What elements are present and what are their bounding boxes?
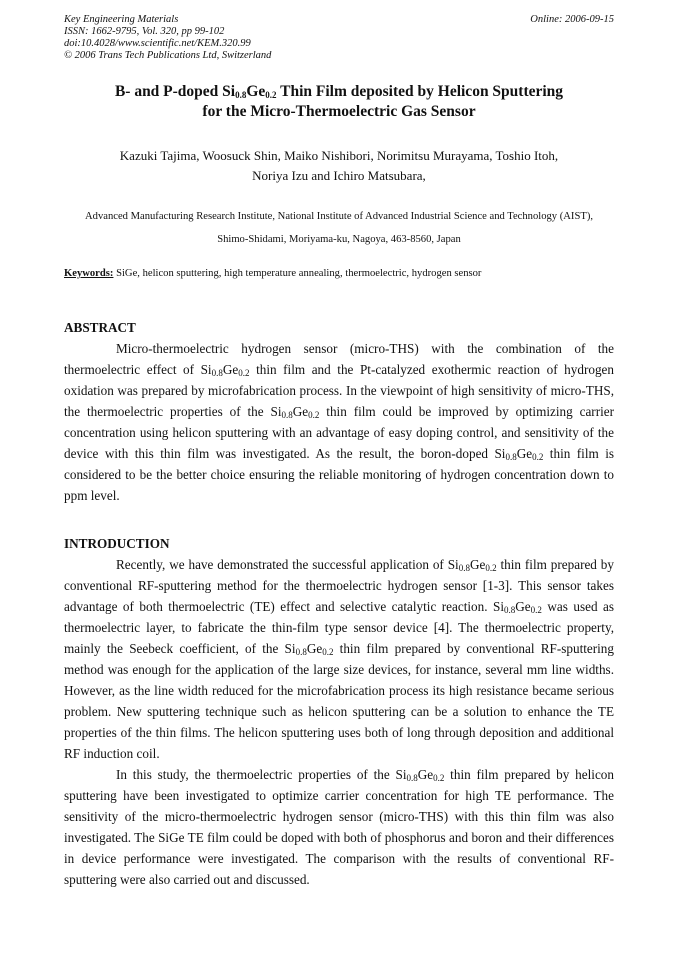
- subscript: 0.2: [433, 773, 445, 783]
- subscript: 0.2: [485, 563, 497, 573]
- text-run: Ge: [292, 404, 309, 419]
- keywords-label: Keywords:: [64, 268, 114, 279]
- text-run: Micro-thermoelectric hydrogen sensor (micro-THS) with the combination of the thermoelectric effect of Si: [64, 341, 614, 377]
- text-run: Ge: [246, 83, 266, 100]
- subscript: 0.8: [504, 605, 516, 615]
- subscript: 0.2: [308, 410, 320, 420]
- text-run: for the Micro-Thermoelectric Gas Sensor: [202, 103, 476, 120]
- subscript: 0.8: [211, 368, 223, 378]
- affiliation-line: Shimo-Shidami, Moriyama-ku, Nagoya, 463-8560, Japan: [217, 234, 461, 245]
- subscript: 0.8: [235, 90, 247, 100]
- text-run: Ge: [222, 362, 239, 377]
- text-run: thin film prepared by conventional RF-sputtering method for the thermoelectric hydrogen sensor [1-3]. This sensor takes advantage of both thermoelectric (TE) effect and selective catalytic reaction. Si: [64, 557, 614, 614]
- authors-line: Kazuki Tajima, Woosuck Shin, Maiko Nishibori, Norimitsu Murayama, Toshio Itoh,: [119, 148, 559, 163]
- subscript: 0.2: [238, 368, 250, 378]
- text-run: Ge: [515, 599, 531, 614]
- keywords-text: SiGe, helicon sputtering, high temperature annealing, thermoelectric, hydrogen sensor: [113, 268, 482, 279]
- subscript: 0.8: [458, 563, 470, 573]
- subscript: 0.2: [530, 605, 542, 615]
- affiliation: [0, 205, 678, 251]
- text-run: thin film prepared by helicon sputtering have been investigated to optimize carrier concentration for high TE performance. The sensitivity of the micro-thermoelectric hydrogen sensor (micro-THS) with this thin film was also investigated. The SiGe TE film could be doped with both of phosphorus and boron and their differences in device performance were investigated. The comparison with the results of conventional RF-sputtering were also carried out and discussed.: [64, 767, 614, 887]
- subscript: 0.8: [505, 452, 517, 462]
- text-run: was used as thermoelectric layer, to fabricate the thin-film type sensor device [4]. The thermoelectric property, mainly the Seebeck coefficient, of the Si: [64, 599, 614, 656]
- abstract-section: [64, 317, 614, 506]
- text-run: thin film could be improved by optimizing carrier concentration using helicon sputtering with an advantage of easy doping control, and sensitivity of the device with this thin film was investigated. As the result, the boron-doped Si: [64, 404, 614, 461]
- keywords: [64, 268, 481, 279]
- text-run: Thin Film deposited by Helicon Sputtering: [276, 83, 564, 100]
- text-run: In this study, the thermoelectric properties of the Si: [116, 767, 407, 782]
- copyright: © 2006 Trans Tech Publications Ltd, Switzerland: [64, 50, 272, 61]
- text-run: thin film is considered to be the better choice ensuring the reliable monitoring of hydrogen concentration down to ppm level.: [64, 446, 614, 503]
- journal-name: Key Engineering Materials: [64, 14, 179, 25]
- affiliation-line: Advanced Manufacturing Research Institute, National Institute of Advanced Industrial Science and Technology (AIST),: [85, 211, 593, 222]
- section-heading: INTRODUCTION: [64, 536, 170, 551]
- title-line: [0, 102, 678, 122]
- paper-title: [0, 82, 678, 122]
- subscript: 0.8: [406, 773, 418, 783]
- introduction-section: [64, 533, 614, 890]
- paragraph: [64, 338, 614, 506]
- subscript: 0.2: [532, 452, 544, 462]
- text-run: Ge: [306, 641, 323, 656]
- text-run: B- and P-doped Si: [114, 83, 236, 100]
- authors-line: Noriya Izu and Ichiro Matsubara,: [252, 168, 426, 183]
- doi: doi:10.4028/www.scientific.net/KEM.320.99: [64, 38, 251, 49]
- journal-info: [64, 14, 271, 62]
- text-run: thin film and the Pt-catalyzed exothermic reaction of hydrogen oxidation was prepared by microfabrication process. In the viewpoint of high sensitivity of micro-THS, the thermoelectric properties of the Si: [64, 362, 614, 419]
- subscript: 0.8: [281, 410, 293, 420]
- paragraph: [64, 764, 614, 890]
- subscript: 0.8: [295, 647, 307, 657]
- authors: [0, 146, 678, 186]
- text-run: Ge: [516, 446, 533, 461]
- text-run: thin film prepared by conventional RF-sputtering method was enough for the application of the large size devices, for instance, several mm line widths. However, as the line width reduced for the microfabrication process its high resistance became serious problem. New sputtering technique such as helicon sputtering can be a solution to enhance the TE properties of the thin films. The helicon sputtering uses both of long through deposition and additional RF induction coil.: [64, 641, 614, 761]
- subscript: 0.2: [265, 90, 277, 100]
- text-run: Ge: [417, 767, 434, 782]
- paragraph: [64, 554, 614, 764]
- section-heading: ABSTRACT: [64, 320, 136, 335]
- title-line: [0, 82, 678, 102]
- text-run: Recently, we have demonstrated the successful application of Si: [116, 557, 459, 572]
- subscript: 0.2: [322, 647, 334, 657]
- online-date: Online: 2006-09-15: [530, 14, 614, 25]
- issn: ISSN: 1662-9795, Vol. 320, pp 99-102: [64, 26, 225, 37]
- text-run: Ge: [469, 557, 486, 572]
